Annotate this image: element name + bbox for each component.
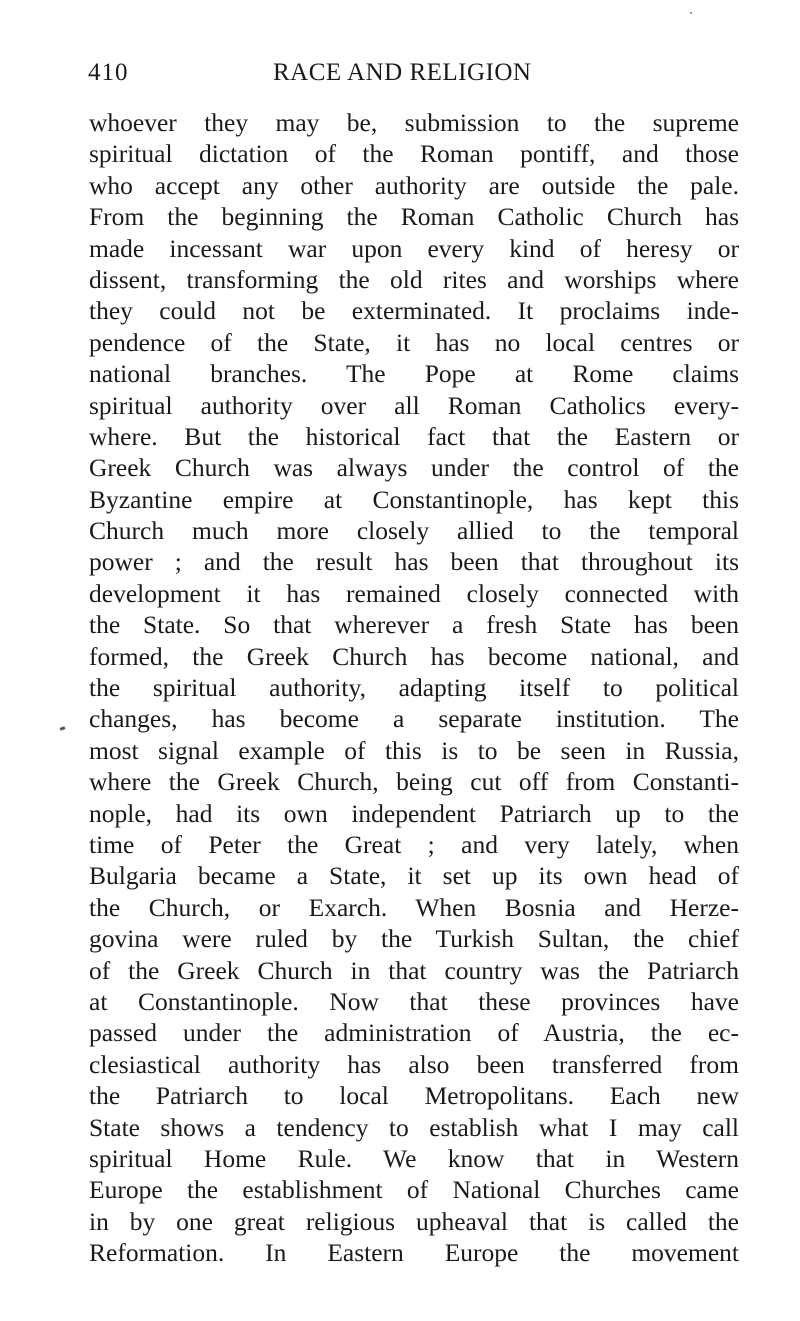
text-line: most signal example of this is to be seen in Russia,: [89, 735, 739, 765]
text-line: the Patriarch to local Metropolitans. Each new: [89, 1081, 739, 1111]
text-line: nople, had its own independent Patriarch up to the: [89, 798, 739, 828]
text-line: spiritual authority over all Roman Catholics every-: [89, 390, 739, 420]
page-number: 410: [88, 59, 129, 86]
text-line: who accept any other authority are outside the pale.: [89, 170, 739, 200]
text-line: spiritual Home Rule. We know that in Western: [89, 1143, 739, 1173]
text-line: Church much more closely allied to the temporal: [89, 516, 739, 546]
margin-mark: [60, 726, 66, 731]
text-line: power ; and the result has been that throughout its: [89, 547, 739, 577]
text-line: made incessant war upon every kind of heresy or: [89, 233, 739, 263]
text-line: changes, has become a separate institution. The: [89, 704, 739, 734]
text-line: State shows a tendency to establish what I may call: [89, 1112, 739, 1142]
text-line: development it has remained closely connected with: [89, 578, 739, 608]
running-title: RACE AND RELIGION: [273, 59, 532, 86]
text-line: passed under the administration of Austria, the ec-: [89, 1018, 739, 1048]
text-line: govina were ruled by the Turkish Sultan, the chief: [89, 924, 739, 954]
running-head: [88, 56, 738, 90]
text-line: Byzantine empire at Constantinople, has kept this: [89, 484, 739, 514]
text-line: the Church, or Exarch. When Bosnia and Herze-: [89, 892, 739, 922]
text-line: where the Greek Church, being cut off from Constanti-: [89, 767, 739, 797]
text-line: whoever they may be, submission to the supreme: [89, 108, 739, 137]
scan-speck: [690, 12, 692, 14]
text-line: where. But the historical fact that the Eastern or: [89, 421, 739, 451]
text-line: at Constantinople. Now that these provinces have: [89, 986, 739, 1016]
text-line: in by one great religious upheaval that is called the: [89, 1206, 739, 1236]
text-line: Greek Church was always under the control of the: [89, 453, 739, 483]
text-line: Reformation. In Eastern Europe the movement: [89, 1238, 739, 1268]
text-line: spiritual dictation of the Roman pontiff, and those: [89, 139, 739, 169]
text-line: they could not be exterminated. It proclaims inde-: [89, 296, 739, 326]
text-line: the spiritual authority, adapting itself to political: [89, 673, 739, 703]
text-line: Europe the establishment of National Churches came: [89, 1175, 739, 1205]
text-line: Bulgaria became a State, it set up its own head of: [89, 861, 739, 891]
text-line: of the Greek Church in that country was the Patriarch: [89, 955, 739, 985]
text-line: clesiastical authority has also been transferred from: [89, 1049, 739, 1079]
text-line: From the beginning the Roman Catholic Church has: [89, 202, 739, 232]
text-line: dissent, transforming the old rites and worships where: [89, 264, 739, 294]
text-line: national branches. The Pope at Rome claims: [89, 359, 739, 389]
text-line: the State. So that wherever a fresh State has been: [89, 610, 739, 640]
text-line: pendence of the State, it has no local centres or: [89, 327, 739, 357]
text-line: time of Peter the Great ; and very lately, when: [89, 829, 739, 859]
text-line: formed, the Greek Church has become national, and: [89, 641, 739, 671]
body-text: [89, 107, 739, 1268]
